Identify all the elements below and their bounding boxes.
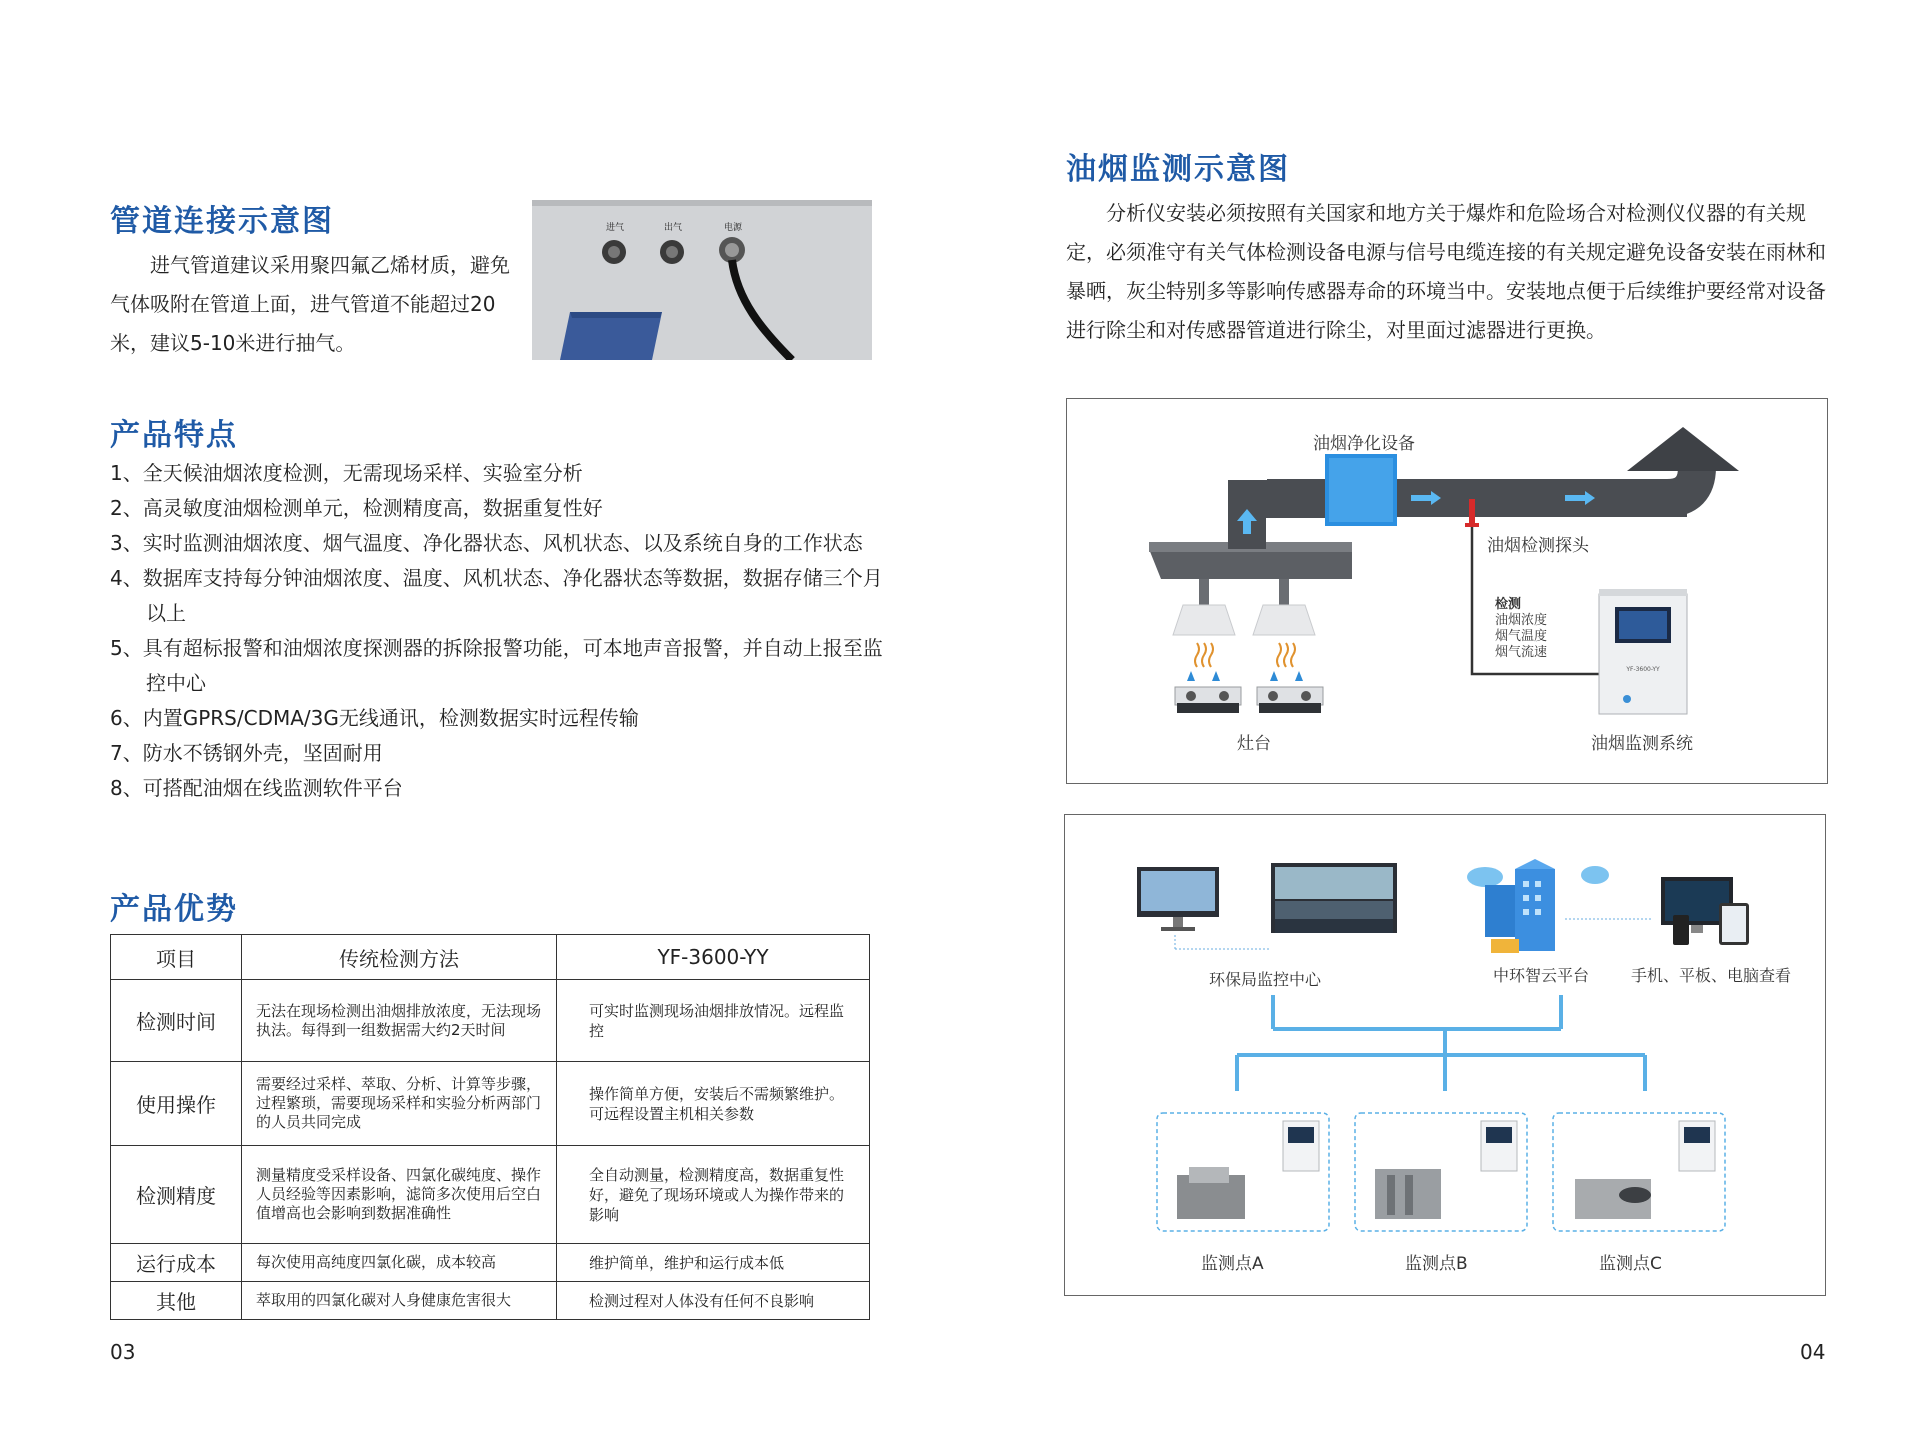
photo-label-outlet: 出气 (664, 223, 683, 233)
table-cell: 全自动测量，检测精度高，数据重复性好，避免了现场环境或人为操作带来的影响 (557, 1146, 870, 1244)
table-cell: 需要经过采样、萃取、分析、计算等步骤，过程繁琐，需要现场采样和实验分析两部门的人员共同完成 (242, 1062, 557, 1146)
table-cell: 无法在现场检测出油烟排放浓度，无法现场执法。每得到一组数据需大约2天时间 (242, 980, 557, 1062)
monitoring-point-c: 监测点C (1599, 1254, 1662, 1274)
detect-item: 烟气温度 (1495, 629, 1548, 644)
feature-item: 6、内置GPRS/CDMA/3G无线通讯，检测数据实时远程传输 (110, 706, 639, 730)
table-cell: 测量精度受采样设备、四氯化碳纯度、操作人员经验等因素影响，滤筒多次使用后空白值增高也会影响到数据准确性 (242, 1146, 557, 1244)
table-header-row (111, 935, 870, 980)
cabinet-model-text: YF-3600-YY (1626, 666, 1660, 673)
monitoring-point-b: 监测点B (1405, 1254, 1468, 1274)
table-cell: 萃取用的四氯化碳对人身健康危害很大 (242, 1282, 557, 1320)
table-cell: 每次使用高纯度四氯化碳，成本较高 (242, 1244, 557, 1282)
page-number-left: 03 (110, 1340, 136, 1364)
photo-label-power: 电源 (724, 223, 743, 233)
system-label: 油烟监测系统 (1591, 734, 1693, 754)
network-diagram (1064, 814, 1826, 1296)
feature-item: 2、高灵敏度油烟检测单元，检测精度高，数据重复性好 (110, 496, 603, 520)
feature-item: 3、实时监测油烟浓度、烟气温度、净化器状态、风机状态、以及系统自身的工作状态 (110, 531, 863, 555)
pipe-section-title: 管道连接示意图 (110, 204, 334, 239)
stove-label: 灶台 (1237, 734, 1271, 754)
duct-diagram (1066, 398, 1828, 784)
monitoring-point-a: 监测点A (1201, 1254, 1264, 1274)
table-cell: 可实时监测现场油烟排放情况。远程监控 (557, 980, 870, 1062)
table-header: 传统检测方法 (242, 935, 557, 980)
table-row (111, 1244, 870, 1282)
table-row (111, 1282, 870, 1320)
detect-title: 检测 (1495, 597, 1522, 612)
table-cell: 维护简单，维护和运行成本低 (557, 1244, 870, 1282)
table-cell: 检测时间 (111, 980, 242, 1062)
table-header: 项目 (111, 935, 242, 980)
monitoring-title: 油烟监测示意图 (1066, 152, 1290, 187)
feature-item: 7、防水不锈钢外壳，坚固耐用 (110, 741, 383, 765)
table-cell: 操作简单方便，安装后不需频繁维护。可远程设置主机相关参数 (557, 1062, 870, 1146)
table-row (111, 1146, 870, 1244)
cloud-platform-label: 中环智云平台 (1493, 966, 1590, 985)
advantages-title: 产品优势 (110, 892, 238, 927)
detect-item: 烟气流速 (1495, 645, 1548, 660)
feature-item: 1、全天候油烟浓度检测，无需现场采样、实验室分析 (110, 461, 583, 485)
table-cell: 检测精度 (111, 1146, 242, 1244)
table-cell: 其他 (111, 1282, 242, 1320)
feature-item: 4、数据库支持每分钟油烟浓度、温度、风机状态、净化器状态等数据，数据存储三个月以上 (110, 566, 883, 625)
probe-label: 油烟检测探头 (1487, 536, 1589, 556)
table-row (111, 1062, 870, 1146)
detect-item: 油烟浓度 (1495, 613, 1548, 628)
table-cell: 检测过程对人体没有任何不良影响 (557, 1282, 870, 1320)
monitoring-paragraph: 分析仪安装必须按照有关国家和地方关于爆炸和危险场合对检测仪仪器的有关规定，必须准守有关气体检测设备电源与信号电缆连接的有关规定避免设备安装在雨林和暴晒，灰尘特别多等影响传感器寿命的环境当中。安装地点便于后续维护要经常对设备进行除尘和对传感器管道进行除尘，对里面过滤器进行更换。 (1066, 201, 1826, 342)
purifier-label: 油烟净化设备 (1313, 434, 1415, 454)
feature-item: 8、可搭配油烟在线监测软件平台 (110, 776, 403, 800)
feature-item: 5、具有超标报警和油烟浓度探测器的拆除报警功能，可本地声音报警，并自动上报至监控中心 (110, 636, 883, 695)
pipe-section-text: 进气管道建议采用聚四氟乙烯材质，避免气体吸附在管道上面，进气管道不能超过20米，建议5-10米进行抽气。 (110, 253, 510, 355)
table-cell: 使用操作 (111, 1062, 242, 1146)
pipe-connection-photo (532, 200, 872, 360)
comparison-table (110, 934, 870, 1320)
photo-label-inlet: 进气 (606, 223, 625, 233)
features-title: 产品特点 (110, 418, 238, 453)
epb-center-label: 环保局监控中心 (1209, 970, 1322, 989)
table-row (111, 980, 870, 1062)
table-header: YF-3600-YY (557, 935, 870, 980)
devices-label: 手机、平板、电脑查看 (1631, 966, 1792, 985)
features-list (110, 456, 890, 806)
page-number-right: 04 (1800, 1340, 1826, 1364)
table-cell: 运行成本 (111, 1244, 242, 1282)
